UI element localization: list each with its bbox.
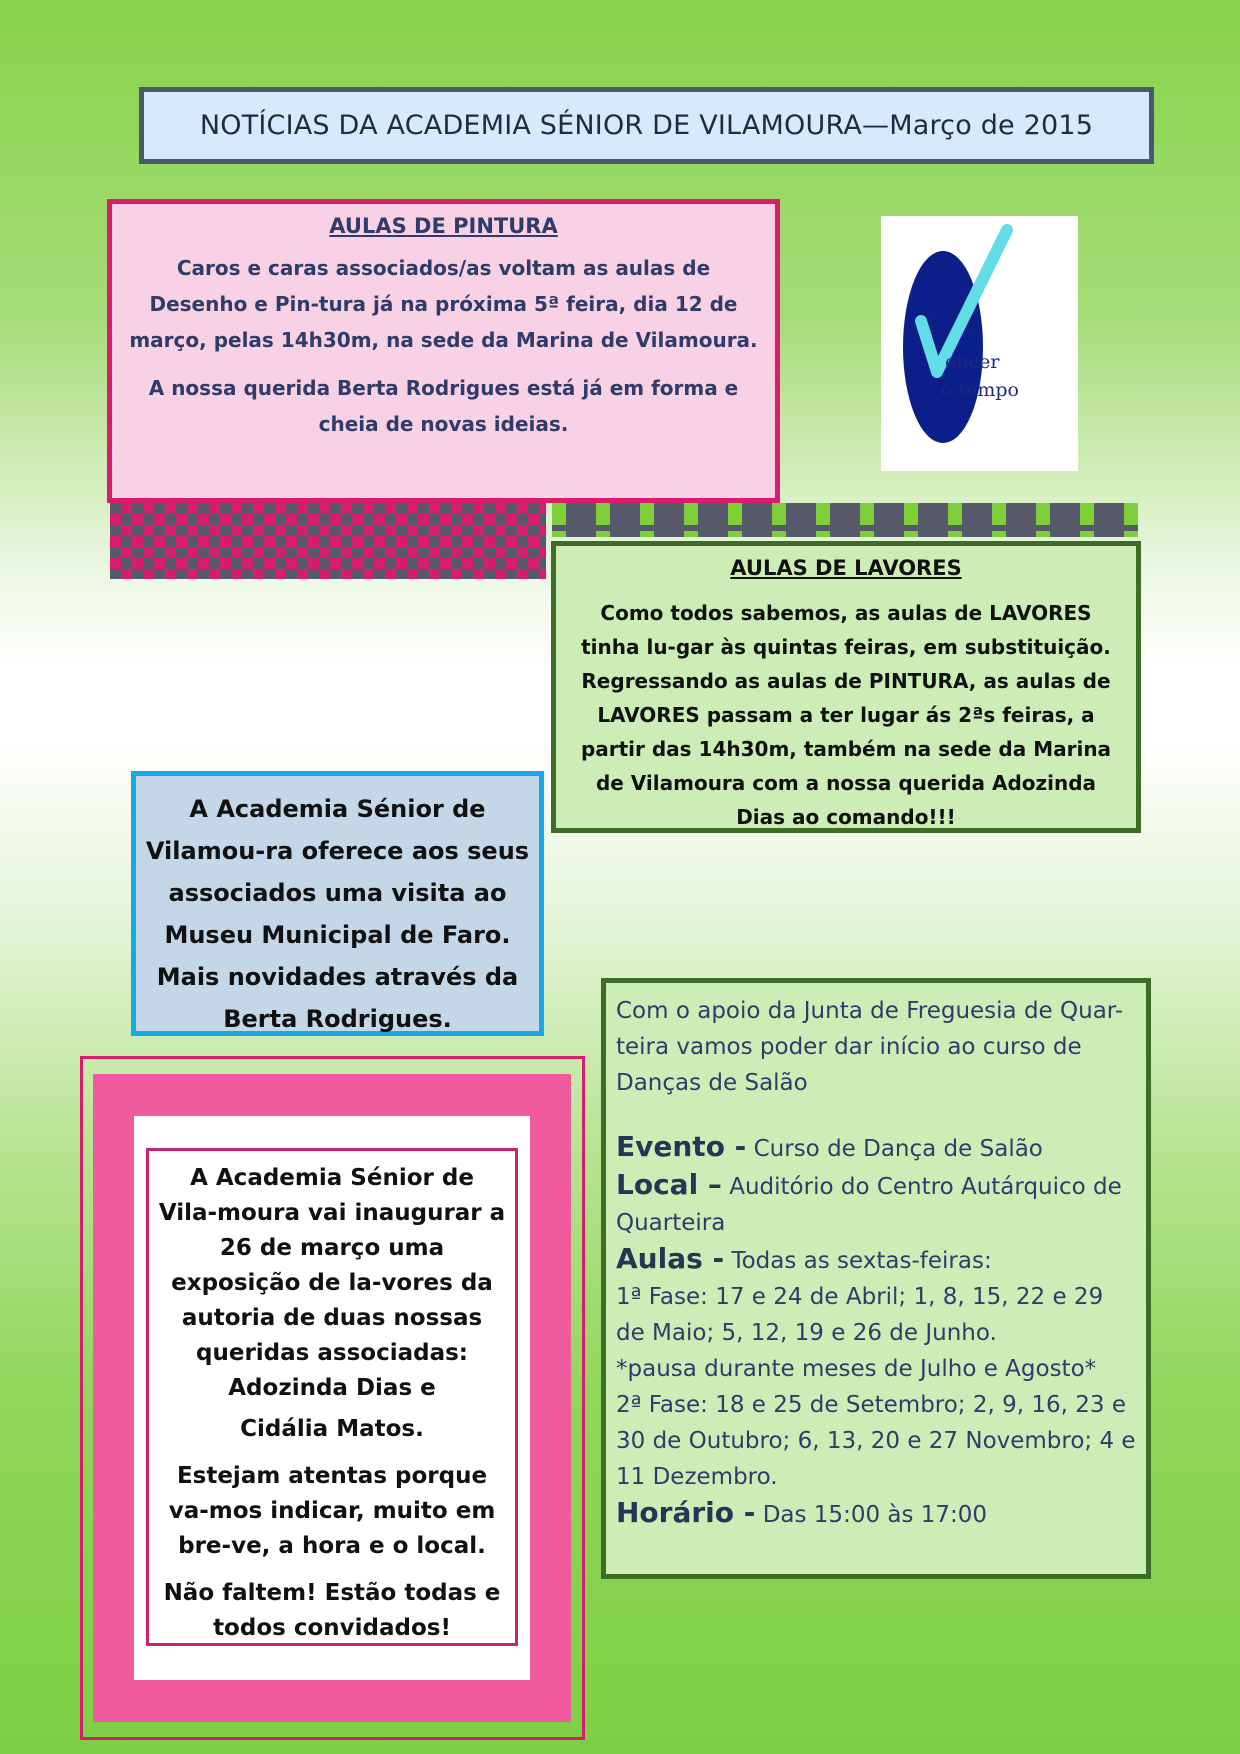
dance-schedule-line [616,1495,1136,1533]
dance-course-intro: Com o apoio da Junta de Freguesia de Quar-teira vamos poder dar início ao curso de Danças de Salão [616,998,1124,1096]
logo-graphic [881,216,1078,471]
dance-location-value: Auditório do Centro Autárquico de Quarteira [616,1174,1122,1236]
dance-classes-value: Todas as sextas-feiras: [731,1248,992,1274]
dance-event-label: Evento - [616,1130,747,1163]
ballroom-dance-course-box [601,978,1151,1579]
checkered-divider-left [110,503,546,579]
dance-phase-2: 2ª Fase: 18 e 25 de Setembro; 2, 9, 16, 23 e 30 de Outubro; 6, 13, 20 e 27 Novembro; 4 e 11 Dezembro. [616,1392,1136,1490]
painting-classes-heading: AULAS DE PINTURA [329,214,558,238]
dance-location-line [616,1167,1136,1241]
exhibition-paragraph-2: Cidália Matos. [240,1416,424,1442]
dance-location-label: Local – [616,1168,722,1201]
exhibition-paragraph-1: A Academia Sénior de Vila-moura vai inaugurar a 26 de março uma exposição de la-vores da autoria de duas nossas queridas associadas: Adozinda Dias e [158,1165,506,1401]
exhibition-paragraph-4: Não faltem! Estão todas e todos convidados! [163,1580,501,1641]
checkered-divider-right [552,503,1138,537]
exhibition-announcement-box [146,1148,518,1646]
logo-text-line-1: encer [945,351,1000,373]
newsletter-title: NOTÍCIAS DA ACADEMIA SÉNIOR DE VILAMOURA—Março de 2015 [199,110,1094,141]
needlework-classes-body: Como todos sabemos, as aulas de LAVORES tinha lu-gar às quintas feiras, em substituição. Regressando as aulas de PINTURA, as aulas de LAVORES passam a ter lugar ás 2ªs feiras, a partir das 14h30m, também na sede da Marina de Vilamoura com a nossa querida Adozinda Dias ao comando!!! [580,601,1112,829]
painting-classes-paragraph-2: A nossa querida Berta Rodrigues está já em forma e cheia de novas ideias. [148,376,739,436]
newsletter-title-banner [139,87,1154,164]
needlework-classes-box [551,541,1141,833]
dance-classes-line [616,1241,1136,1279]
dance-event-line [616,1129,1136,1167]
museum-visit-box [131,771,544,1036]
dance-schedule-label: Horário - [616,1496,756,1529]
painting-classes-box [107,199,780,503]
exhibition-paragraph-3: Estejam atentas porque va-mos indicar, muito em bre-ve, a hora e o local. [168,1463,496,1559]
dance-classes-label: Aulas - [616,1242,725,1275]
vencer-o-tempo-logo [881,216,1078,471]
dance-phase-1: 1ª Fase: 17 e 24 de Abril; 1, 8, 15, 22 e 29 de Maio; 5, 12, 19 e 26 de Junho. [616,1284,1104,1346]
dance-pause-note: *pausa durante meses de Julho e Agosto* [616,1356,1097,1382]
needlework-classes-heading: AULAS DE LAVORES [730,556,962,580]
museum-visit-text: A Academia Sénior de Vilamou-ra oferece aos seus associados uma visita ao Museu Municipal de Faro. Mais novidades através da Berta Rodrigues. [145,795,530,1033]
dance-schedule-value: Das 15:00 às 17:00 [762,1502,988,1528]
dance-event-value: Curso de Dança de Salão [753,1136,1043,1162]
logo-text-line-2: o tempo [941,379,1019,401]
painting-classes-paragraph-1: Caros e caras associados/as voltam as aulas de Desenho e Pin-tura já na próxima 5ª feira, dia 12 de março, pelas 14h30m, na sede da Marina de Vilamoura. [129,256,758,352]
